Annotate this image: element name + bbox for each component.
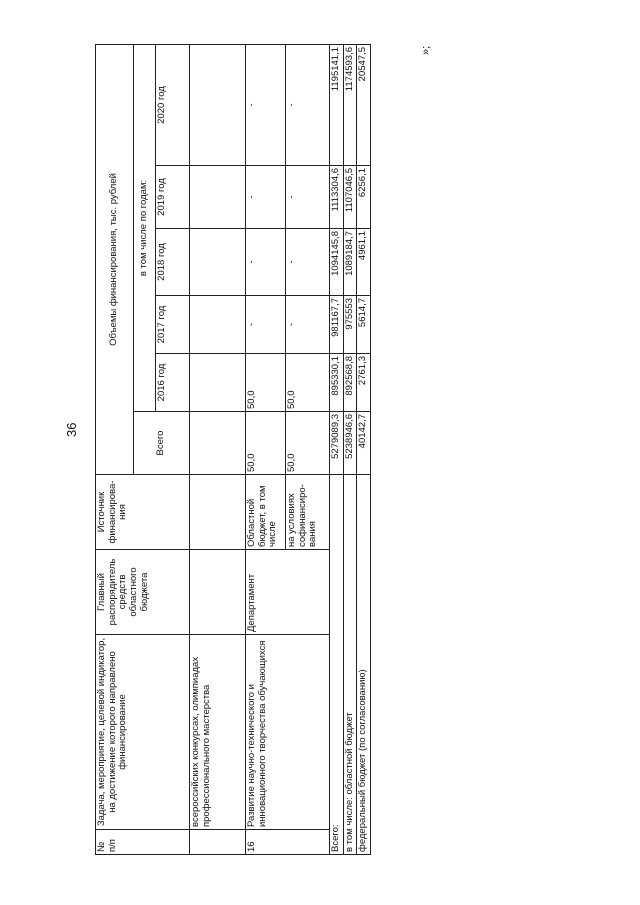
row16-source-regional: Областной бюджет, в том числе (246, 475, 286, 550)
row16-2016-1: 50,0 (246, 354, 286, 412)
summary-federal-2016: 2761,3 (357, 354, 371, 412)
row16-2020-2: - (286, 44, 330, 165)
row16-2019-1: - (246, 166, 286, 229)
row16-source-cofinancing: на условиях софинансиро-вания (286, 475, 330, 550)
header-year-2017: 2017 год (156, 296, 190, 354)
header-year-2019: 2019 год (156, 166, 190, 229)
financing-table (95, 44, 371, 855)
summary-regional-2018: 1089184,7 (343, 229, 357, 296)
summary-regional-all: 5238946,6 (343, 412, 357, 475)
header-by-years: в том числе по годам: (134, 44, 156, 411)
page-number: 36 (64, 422, 79, 437)
row16-2017-2: - (286, 296, 330, 354)
closing-quote-mark: »; (420, 45, 432, 55)
row16-admin: Департамент (246, 550, 330, 635)
row16-2018-2: - (286, 229, 330, 296)
summary-regional-label: в том числе: областной бюджет (343, 475, 357, 855)
row16-total-2: 50,0 (286, 412, 330, 475)
summary-federal-2019: 6256,1 (357, 166, 371, 229)
row16-2017-1: - (246, 296, 286, 354)
row16-2020-1: - (246, 44, 286, 165)
summary-regional-2019: 1107046,5 (343, 166, 357, 229)
summary-total-2016: 895330,1 (330, 354, 344, 412)
header-volumes: Объемы финансирования, тыс. рублей (96, 44, 134, 474)
header-year-2018: 2018 год (156, 229, 190, 296)
header-year-2020: 2020 год (156, 44, 190, 165)
summary-total-label: Всего: (330, 475, 344, 855)
header-year-2016: 2016 год (156, 354, 190, 412)
financing-table-wrapper (95, 45, 369, 855)
row16-2016-2: 50,0 (286, 354, 330, 412)
summary-federal-2018: 4961,1 (357, 229, 371, 296)
summary-regional-2020: 1174593,6 (343, 44, 357, 165)
row16-task: Развитие научно-технического и инновационного творчества обучающихся (246, 635, 330, 830)
row16-total-1: 50,0 (246, 412, 286, 475)
summary-total-2020: 1195141,1 (330, 44, 344, 165)
header-num: № п/п (96, 830, 190, 855)
summary-total-2019: 1113304,6 (330, 166, 344, 229)
header-admin: Главный распорядитель средств областного бюджета (96, 550, 190, 635)
summary-federal-2017: 5614,7 (357, 296, 371, 354)
summary-total-2017: 981167,7 (330, 296, 344, 354)
header-task: Задача, мероприятие, целевой индикатор, на достижение которого направлено финансирование (96, 635, 190, 830)
row16-2018-1: - (246, 229, 286, 296)
summary-total-2018: 1094145,8 (330, 229, 344, 296)
summary-federal-all: 40142,7 (357, 412, 371, 475)
header-total: Всего (134, 412, 190, 475)
header-source: Источник финансирова-ния (96, 475, 190, 550)
summary-federal-2020: 20547,5 (357, 44, 371, 165)
continued-task-text: всероссийских конкурсах, олимпиадах профессионального мастерства (190, 635, 246, 830)
summary-regional-2017: 975553 (343, 296, 357, 354)
summary-total-all: 5279089,3 (330, 412, 344, 475)
summary-federal-label: федеральный бюджет (по согласованию) (357, 475, 371, 855)
row16-num: 16 (246, 830, 330, 855)
row16-2019-2: - (286, 166, 330, 229)
summary-regional-2016: 892568,8 (343, 354, 357, 412)
